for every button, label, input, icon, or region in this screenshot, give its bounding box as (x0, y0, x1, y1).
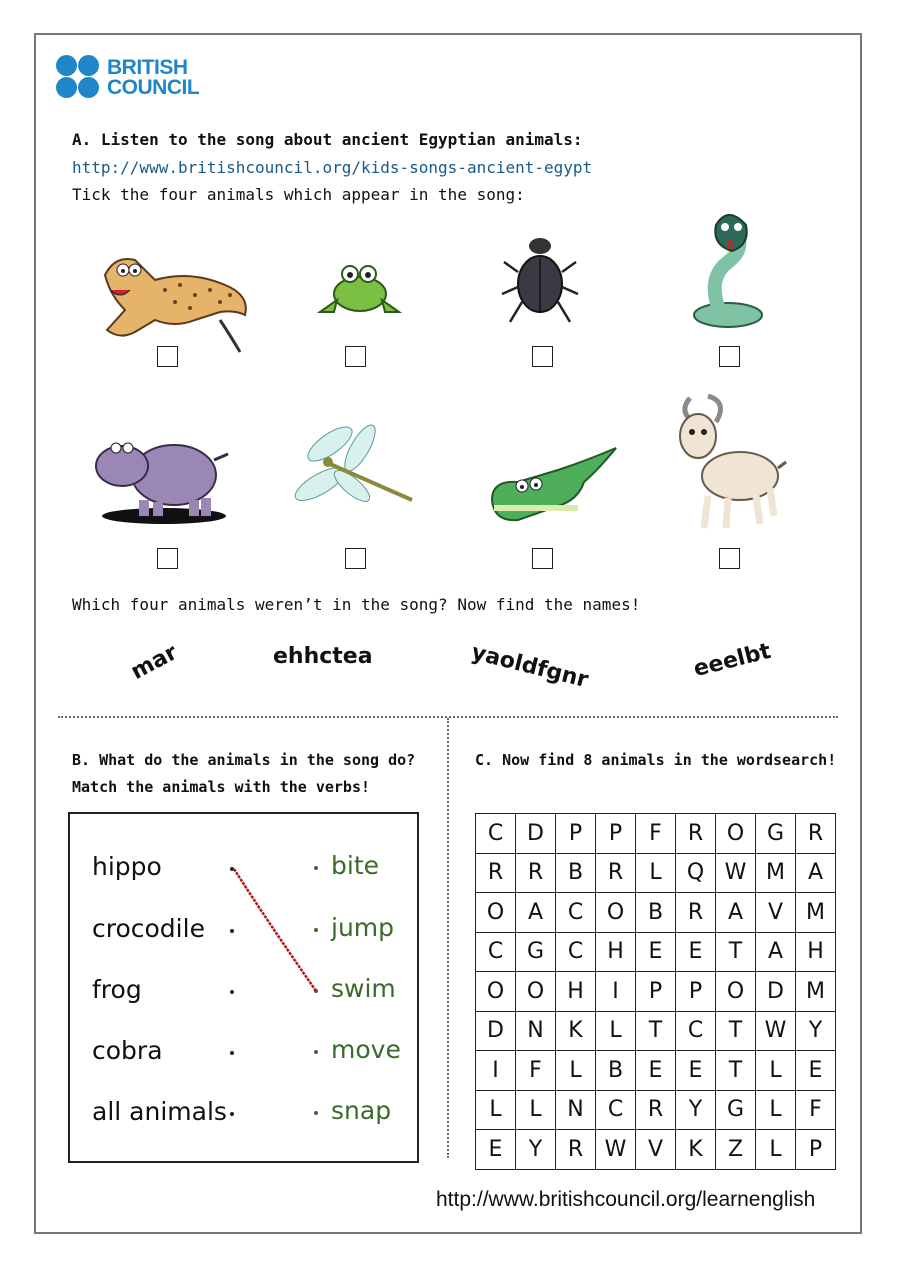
wordsearch-cell[interactable]: H (556, 972, 596, 1012)
wordsearch-cell[interactable]: D (516, 814, 556, 854)
wordsearch-cell[interactable]: K (676, 1130, 716, 1170)
match-animal-crocodile: crocodile (92, 914, 205, 943)
wordsearch-cell[interactable]: R (796, 814, 836, 854)
section-a-question: Which four animals weren’t in the song? Now find the names! (72, 595, 641, 614)
wordsearch-cell[interactable]: V (756, 893, 796, 933)
wordsearch-cell[interactable]: V (636, 1130, 676, 1170)
wordsearch-cell[interactable]: O (716, 972, 756, 1012)
wordsearch-cell[interactable]: R (516, 853, 556, 893)
section-a-title: A. Listen to the song about ancient Egyptian animals: (72, 130, 583, 149)
wordsearch-cell[interactable]: A (756, 932, 796, 972)
wordsearch-cell[interactable]: L (756, 1051, 796, 1091)
wordsearch-cell[interactable]: F (796, 1090, 836, 1130)
wordsearch-cell[interactable]: L (556, 1051, 596, 1091)
wordsearch-cell[interactable]: R (636, 1090, 676, 1130)
wordsearch-row (476, 1051, 836, 1091)
wordsearch-cell[interactable]: Z (716, 1130, 756, 1170)
footer-url[interactable]: http://www.britishcouncil.org/learnenglish (436, 1188, 816, 1211)
wordsearch-cell[interactable]: I (596, 972, 636, 1012)
wordsearch-cell[interactable]: E (676, 1051, 716, 1091)
wordsearch-cell[interactable]: K (556, 1011, 596, 1051)
wordsearch-cell[interactable]: P (596, 814, 636, 854)
wordsearch-cell[interactable]: Y (516, 1130, 556, 1170)
wordsearch-cell[interactable]: O (476, 972, 516, 1012)
wordsearch-cell[interactable]: L (516, 1090, 556, 1130)
wordsearch-cell[interactable]: C (676, 1011, 716, 1051)
wordsearch-cell[interactable]: C (476, 814, 516, 854)
anagram-3: yaoldfgnr (468, 639, 591, 694)
wordsearch-cell[interactable]: P (676, 972, 716, 1012)
match-animal-hippo: hippo (92, 852, 162, 881)
wordsearch-cell[interactable]: C (596, 1090, 636, 1130)
wordsearch-row (476, 1090, 836, 1130)
wordsearch-cell[interactable]: L (636, 853, 676, 893)
wordsearch-row (476, 853, 836, 893)
wordsearch-cell[interactable]: R (556, 1130, 596, 1170)
wordsearch-cell[interactable]: O (596, 893, 636, 933)
match-verb-snap: snap (331, 1096, 392, 1125)
section-b-title-line2: Match the animals with the verbs! (72, 778, 371, 796)
wordsearch-cell[interactable]: M (796, 893, 836, 933)
wordsearch-cell[interactable]: C (476, 932, 516, 972)
match-animal-frog: frog (92, 975, 142, 1004)
wordsearch-cell[interactable]: G (716, 1090, 756, 1130)
wordsearch-cell[interactable]: W (756, 1011, 796, 1051)
wordsearch-cell[interactable]: D (476, 1011, 516, 1051)
anagram-4: eeelbt (691, 638, 774, 683)
wordsearch-cell[interactable]: T (636, 1011, 676, 1051)
match-verb-bite: bite (331, 851, 379, 880)
wordsearch-cell[interactable]: T (716, 1051, 756, 1091)
wordsearch-grid (475, 813, 836, 1170)
wordsearch-cell[interactable]: O (716, 814, 756, 854)
anagram-2: ehhctea (273, 644, 373, 669)
wordsearch-cell[interactable]: T (716, 932, 756, 972)
wordsearch-row (476, 814, 836, 854)
match-animal-cobra: cobra (92, 1036, 163, 1065)
wordsearch-cell[interactable]: W (716, 853, 756, 893)
wordsearch-cell[interactable]: R (476, 853, 516, 893)
wordsearch-cell[interactable]: P (796, 1130, 836, 1170)
wordsearch-cell[interactable]: I (476, 1051, 516, 1091)
wordsearch-cell[interactable]: P (556, 814, 596, 854)
wordsearch-cell[interactable]: R (676, 814, 716, 854)
wordsearch-cell[interactable]: E (796, 1051, 836, 1091)
wordsearch-cell[interactable]: O (516, 972, 556, 1012)
wordsearch-cell[interactable]: B (556, 853, 596, 893)
match-animal-all: all animals (92, 1097, 227, 1126)
wordsearch-cell[interactable]: Y (796, 1011, 836, 1051)
wordsearch-cell[interactable]: N (556, 1090, 596, 1130)
wordsearch-cell[interactable]: C (556, 932, 596, 972)
wordsearch-row (476, 893, 836, 933)
wordsearch-cell[interactable]: C (556, 893, 596, 933)
section-c-title: C. Now find 8 animals in the wordsearch! (475, 751, 837, 769)
wordsearch-cell[interactable]: E (636, 1051, 676, 1091)
wordsearch-cell[interactable]: Q (676, 853, 716, 893)
wordsearch-cell[interactable]: F (516, 1051, 556, 1091)
wordsearch-cell[interactable]: O (476, 893, 516, 933)
logo-line2: COUNCIL (107, 76, 200, 99)
wordsearch-cell[interactable]: D (756, 972, 796, 1012)
section-b-title-line1: B. What do the animals in the song do? (72, 751, 416, 769)
wordsearch-row (476, 972, 836, 1012)
wordsearch-row (476, 1130, 836, 1170)
wordsearch-cell[interactable]: A (716, 893, 756, 933)
logo-line1: BRITISH (107, 56, 188, 79)
section-a-instruction: Tick the four animals which appear in the song: (72, 185, 525, 204)
wordsearch-cell[interactable]: B (636, 893, 676, 933)
wordsearch-cell[interactable]: H (796, 932, 836, 972)
wordsearch-cell[interactable]: L (596, 1011, 636, 1051)
wordsearch-cell[interactable]: B (596, 1051, 636, 1091)
wordsearch-cell[interactable]: W (596, 1130, 636, 1170)
wordsearch-row (476, 932, 836, 972)
wordsearch-cell[interactable]: L (476, 1090, 516, 1130)
wordsearch-row (476, 1011, 836, 1051)
wordsearch-cell[interactable]: L (756, 1130, 796, 1170)
wordsearch-cell[interactable]: L (756, 1090, 796, 1130)
wordsearch-cell[interactable]: R (596, 853, 636, 893)
song-link[interactable]: http://www.britishcouncil.org/kids-songs-ancient-egypt (72, 158, 593, 177)
wordsearch-cell[interactable]: Y (676, 1090, 716, 1130)
wordsearch-cell[interactable]: M (796, 972, 836, 1012)
wordsearch-cell[interactable]: M (756, 853, 796, 893)
wordsearch-cell[interactable]: E (676, 932, 716, 972)
anagram-1: mar (126, 640, 182, 685)
wordsearch-cell[interactable]: H (596, 932, 636, 972)
wordsearch-cell[interactable]: A (516, 893, 556, 933)
wordsearch-cell[interactable]: F (636, 814, 676, 854)
wordsearch-cell[interactable]: G (756, 814, 796, 854)
match-verb-move: move (331, 1035, 401, 1064)
wordsearch-cell[interactable]: A (796, 853, 836, 893)
match-verb-swim: swim (331, 974, 396, 1003)
match-verb-jump: jump (331, 913, 395, 942)
wordsearch-cell[interactable]: G (516, 932, 556, 972)
wordsearch-cell[interactable]: T (716, 1011, 756, 1051)
wordsearch-cell[interactable]: N (516, 1011, 556, 1051)
wordsearch-cell[interactable]: E (636, 932, 676, 972)
wordsearch-cell[interactable]: R (676, 893, 716, 933)
wordsearch-cell[interactable]: P (636, 972, 676, 1012)
wordsearch-cell[interactable]: E (476, 1130, 516, 1170)
